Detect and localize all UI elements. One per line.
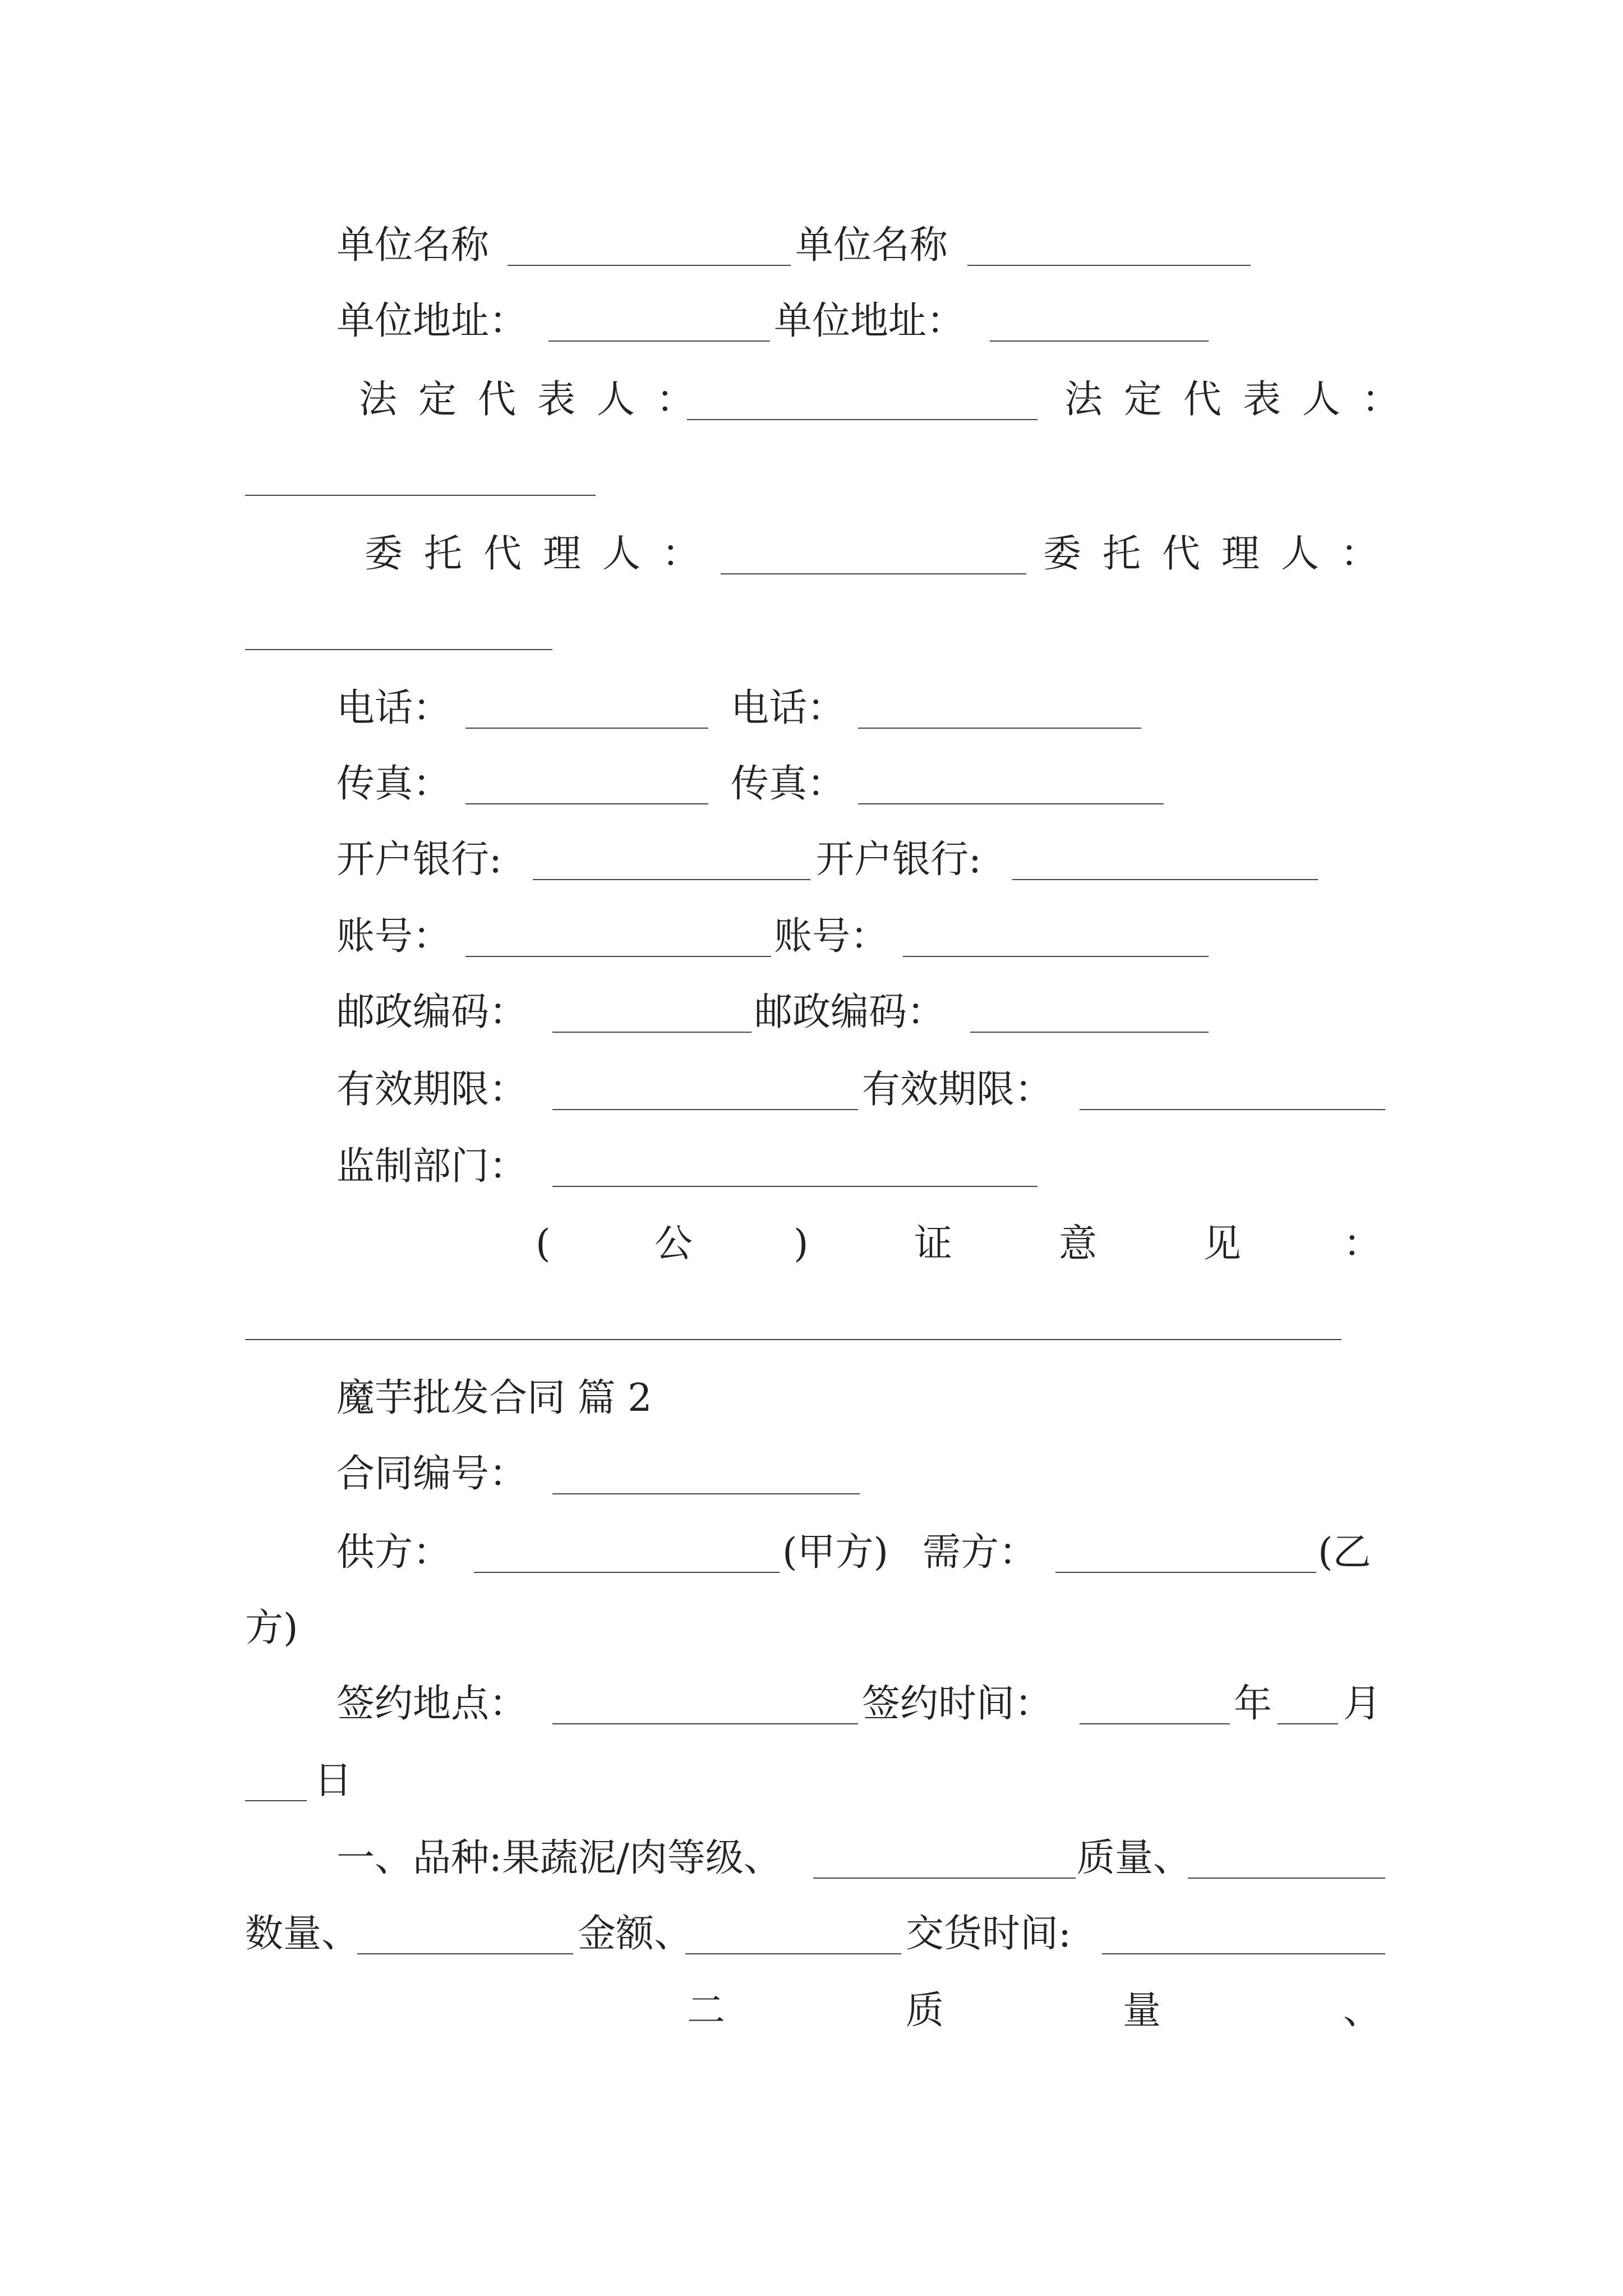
phone-blank-a <box>465 728 708 729</box>
notary-open-paren: ( <box>536 1222 551 1266</box>
line-sign-cont <box>0 1746 1623 1819</box>
legal-rep-label-a: 法定代表人： <box>359 378 716 422</box>
party-b-open: (乙 <box>1318 1530 1371 1575</box>
party-a-label: (甲方) <box>782 1530 889 1575</box>
notary-zheng: 证 <box>914 1222 953 1266</box>
party-b-close: 方) <box>245 1606 298 1650</box>
line-unit-name <box>0 210 1623 283</box>
unit-name-blank-b <box>967 265 1251 266</box>
bank-label-b: 开户银行: <box>816 838 981 882</box>
sign-year-blank <box>1080 1723 1230 1724</box>
notary-close-paren: ) <box>794 1222 809 1266</box>
line-phone <box>0 673 1623 746</box>
buyer-blank <box>1055 1572 1316 1573</box>
delivery-blank <box>1102 1953 1385 1954</box>
item2-zhi: 质 <box>906 1989 944 2033</box>
fax-label-a: 传真： <box>336 762 451 806</box>
line-contract-title <box>0 1363 1623 1436</box>
phone-label-a: 电话： <box>336 686 451 730</box>
validity-blank-b <box>1080 1109 1385 1110</box>
sign-day-blank <box>245 1800 307 1801</box>
sign-year-label: 年 <box>1234 1682 1272 1726</box>
fax-blank-b <box>858 803 1164 804</box>
line-item1 <box>0 1823 1623 1896</box>
item2-comma: 、 <box>1343 1989 1382 2033</box>
unit-name-label-b: 单位名称 <box>795 223 948 268</box>
supplier-blank <box>474 1572 780 1573</box>
quantity-label: 数量、 <box>245 1912 360 1956</box>
line-validity <box>0 1055 1623 1128</box>
sign-time-label: 签约时间： <box>862 1682 1053 1726</box>
sign-month-blank <box>1278 1723 1338 1724</box>
amount-label: 金额、 <box>578 1912 693 1956</box>
line-bank <box>0 825 1623 898</box>
agent-blank-a <box>721 573 1026 574</box>
notary-opinion-blank <box>245 1339 1341 1340</box>
line-postcode <box>0 977 1623 1050</box>
legal-rep-blank-b <box>245 495 596 496</box>
amount-blank <box>685 1953 901 1954</box>
unit-name-label-a: 单位名称 <box>336 223 490 268</box>
validity-label-a: 有效期限： <box>336 1068 528 1112</box>
quality-label: 质量、 <box>1077 1836 1192 1880</box>
supervisor-blank <box>552 1186 1038 1187</box>
line-item2 <box>0 1976 1623 2049</box>
notary-colon: ： <box>1343 1222 1382 1266</box>
line-account <box>0 901 1623 974</box>
notary-yi: 意 <box>1059 1222 1098 1266</box>
agent-blank-b <box>245 649 552 650</box>
line-legal-rep <box>0 365 1623 438</box>
bank-label-a: 开户银行: <box>336 838 502 882</box>
line-parties <box>0 1517 1623 1590</box>
sign-place-label: 签约地点： <box>336 1682 528 1726</box>
unit-address-blank-a <box>548 341 770 342</box>
agent-label-b: 委托代理人： <box>1043 532 1400 576</box>
unit-address-label-b: 单位地址： <box>774 299 965 343</box>
contract-number-blank <box>552 1493 860 1494</box>
line-notary-blank <box>0 1285 1623 1358</box>
delivery-label: 交货时间: <box>906 1912 1071 1956</box>
line-unit-address <box>0 286 1623 359</box>
supervisor-label: 监制部门： <box>336 1144 528 1189</box>
line-fax <box>0 749 1623 822</box>
phone-label-b: 电话： <box>731 686 846 730</box>
fax-blank-a <box>465 803 708 804</box>
bank-blank-b <box>1012 879 1318 880</box>
line-item1-cont <box>0 1899 1623 1972</box>
notary-jian: 见 <box>1203 1222 1242 1266</box>
fax-label-b: 传真： <box>731 762 846 806</box>
contract-number-label: 合同编号： <box>336 1452 528 1496</box>
line-agent-cont <box>0 595 1623 668</box>
quantity-blank <box>357 1953 573 1954</box>
line-contract-number <box>0 1439 1623 1512</box>
grade-blank <box>813 1878 1076 1879</box>
phone-blank-b <box>858 728 1141 729</box>
sign-month-label: 月 <box>1343 1682 1382 1726</box>
account-label-a: 账号： <box>336 914 451 959</box>
unit-address-label-a: 单位地址： <box>336 299 528 343</box>
item2-liang: 量 <box>1123 1989 1161 2033</box>
postcode-label-a: 邮政编码： <box>336 990 528 1034</box>
unit-name-blank-a <box>508 265 791 266</box>
buyer-label: 需方： <box>923 1530 1038 1575</box>
unit-address-blank-b <box>990 341 1209 342</box>
bank-blank-a <box>533 879 810 880</box>
postcode-blank-a <box>552 1032 751 1033</box>
line-parties-cont <box>0 1593 1623 1666</box>
line-notary-opinion <box>0 1209 1623 1282</box>
account-label-b: 账号： <box>774 914 889 959</box>
item1-label: 一、品种:果蔬泥/肉等级、 <box>336 1836 782 1880</box>
line-legal-rep-cont <box>0 440 1623 513</box>
legal-rep-label-b: 法定代表人： <box>1064 378 1422 422</box>
item2-er: 二 <box>687 1989 726 2033</box>
line-sign <box>0 1669 1623 1742</box>
agent-label-a: 委托代理人： <box>365 532 722 576</box>
quality-blank <box>1188 1878 1385 1879</box>
sign-day-label: 日 <box>314 1759 353 1803</box>
validity-blank-a <box>552 1109 858 1110</box>
account-blank-b <box>903 956 1209 957</box>
postcode-blank-b <box>970 1032 1209 1033</box>
line-agent <box>0 519 1623 592</box>
supplier-label: 供方： <box>336 1530 451 1575</box>
account-blank-a <box>465 956 771 957</box>
notary-gong: 公 <box>654 1222 693 1266</box>
validity-label-b: 有效期限： <box>862 1068 1053 1112</box>
line-supervisor <box>0 1131 1623 1204</box>
legal-rep-blank-a <box>687 419 1038 420</box>
sign-place-blank <box>552 1723 858 1724</box>
contract-title: 魔芋批发合同 篇 2 <box>336 1376 652 1420</box>
postcode-label-b: 邮政编码： <box>754 990 946 1034</box>
